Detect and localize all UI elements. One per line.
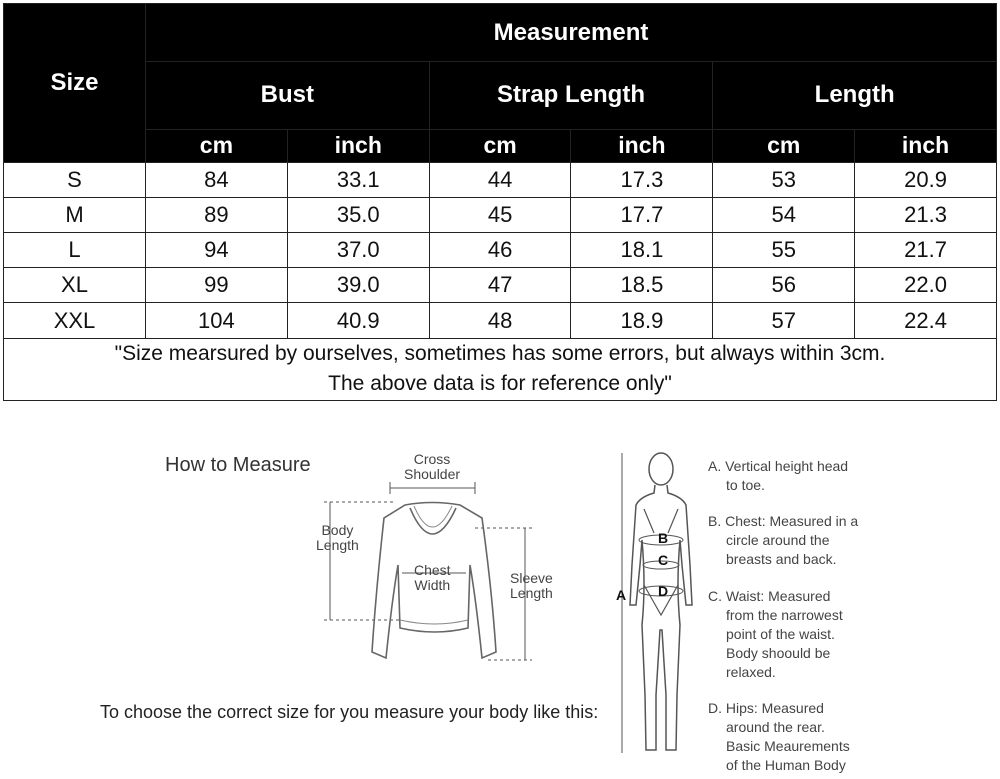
value-cell: 18.5 [571,268,713,303]
legend-line: B. Chest: Measured in a [708,513,859,529]
legend-line: around the rear. [726,719,825,735]
cross-shoulder-label [404,452,460,482]
value-cell: 37.0 [287,233,429,268]
value-cell: 46 [429,233,571,268]
size-cell: M [4,197,146,232]
value-cell: 45 [429,197,571,232]
value-cell: 89 [146,197,288,232]
value-cell: 21.7 [855,233,997,268]
value-cell: 22.4 [855,303,997,338]
legend-item-b [708,512,858,569]
legend-line: Body shoould be [726,645,831,661]
label-line: Length [316,537,359,553]
how-to-measure-title: How to Measure [165,454,311,476]
note-line: The above data is for reference only" [328,372,672,396]
body-length-label [316,523,359,553]
legend-line: Basic Meaurements [726,738,850,754]
value-cell: 17.7 [571,197,713,232]
unit-header: cm [713,129,855,162]
note-line: "Size mearsured by ourselves, sometimes has some errors, but always within 3cm. [114,342,886,366]
legend-item-d [708,699,850,775]
unit-header: inch [855,129,997,162]
value-cell: 104 [146,303,288,338]
legend-line: D. Hips: Measured [708,700,824,716]
label-line: Cross [413,451,451,467]
label-line: Length [510,585,553,601]
size-cell: XL [4,268,146,303]
size-chart-table [3,3,997,401]
legend-line: A. Vertical height head [708,458,849,474]
table-row [4,268,997,303]
value-cell: 20.9 [855,162,997,197]
group-header-length: Length [713,62,997,129]
unit-header: cm [146,129,288,162]
value-cell: 44 [429,162,571,197]
value-cell: 53 [713,162,855,197]
unit-header: cm [429,129,571,162]
value-cell: 22.0 [855,268,997,303]
value-cell: 57 [713,303,855,338]
value-cell: 94 [146,233,288,268]
table-row [4,233,997,268]
label-line: Width [414,577,451,593]
body-letter-d: D [658,583,669,599]
human-body-diagram [612,445,702,765]
value-cell: 40.9 [287,303,429,338]
size-cell: L [4,233,146,268]
label-line: Sleeve [510,570,553,586]
value-cell: 33.1 [287,162,429,197]
unit-header: inch [287,129,429,162]
legend-item-a [708,457,848,495]
table-row [4,162,997,197]
table-row [4,303,997,338]
value-cell: 84 [146,162,288,197]
group-header-bust: Bust [146,62,430,129]
unit-header: inch [571,129,713,162]
value-cell: 17.3 [571,162,713,197]
body-letter-c: C [658,552,669,568]
label-line: Body [321,522,354,538]
chest-width-label [414,563,451,593]
legend-item-c [708,587,843,682]
value-cell: 48 [429,303,571,338]
value-cell: 55 [713,233,855,268]
size-cell: S [4,162,146,197]
table-row [4,197,997,232]
label-line: Chest [414,562,451,578]
size-disclaimer-note [4,338,997,400]
value-cell: 35.0 [287,197,429,232]
value-cell: 54 [713,197,855,232]
value-cell: 21.3 [855,197,997,232]
value-cell: 39.0 [287,268,429,303]
legend-line: point of the waist. [726,626,835,642]
legend-line: circle around the [726,532,830,548]
sleeve-length-label [510,571,553,601]
legend-line: relaxed. [726,664,776,680]
choose-size-instruction: To choose the correct size for you measure your body like this: [100,702,599,722]
legend-line: C. Waist: Measured [708,588,831,604]
value-cell: 18.9 [571,303,713,338]
value-cell: 47 [429,268,571,303]
legend-line: from the narrowest [726,607,843,623]
label-line: Shoulder [404,466,461,482]
legend-line: of the Human Body [726,757,846,773]
value-cell: 18.1 [571,233,713,268]
body-letter-b: B [658,530,669,546]
value-cell: 99 [146,268,288,303]
body-letter-a: A [616,587,627,603]
size-cell: XXL [4,303,146,338]
size-header: Size [4,4,146,163]
legend-line: breasts and back. [726,551,837,567]
legend-line: to toe. [726,477,765,493]
measurement-header: Measurement [146,4,997,62]
value-cell: 56 [713,268,855,303]
group-header-strap-length: Strap Length [429,62,713,129]
